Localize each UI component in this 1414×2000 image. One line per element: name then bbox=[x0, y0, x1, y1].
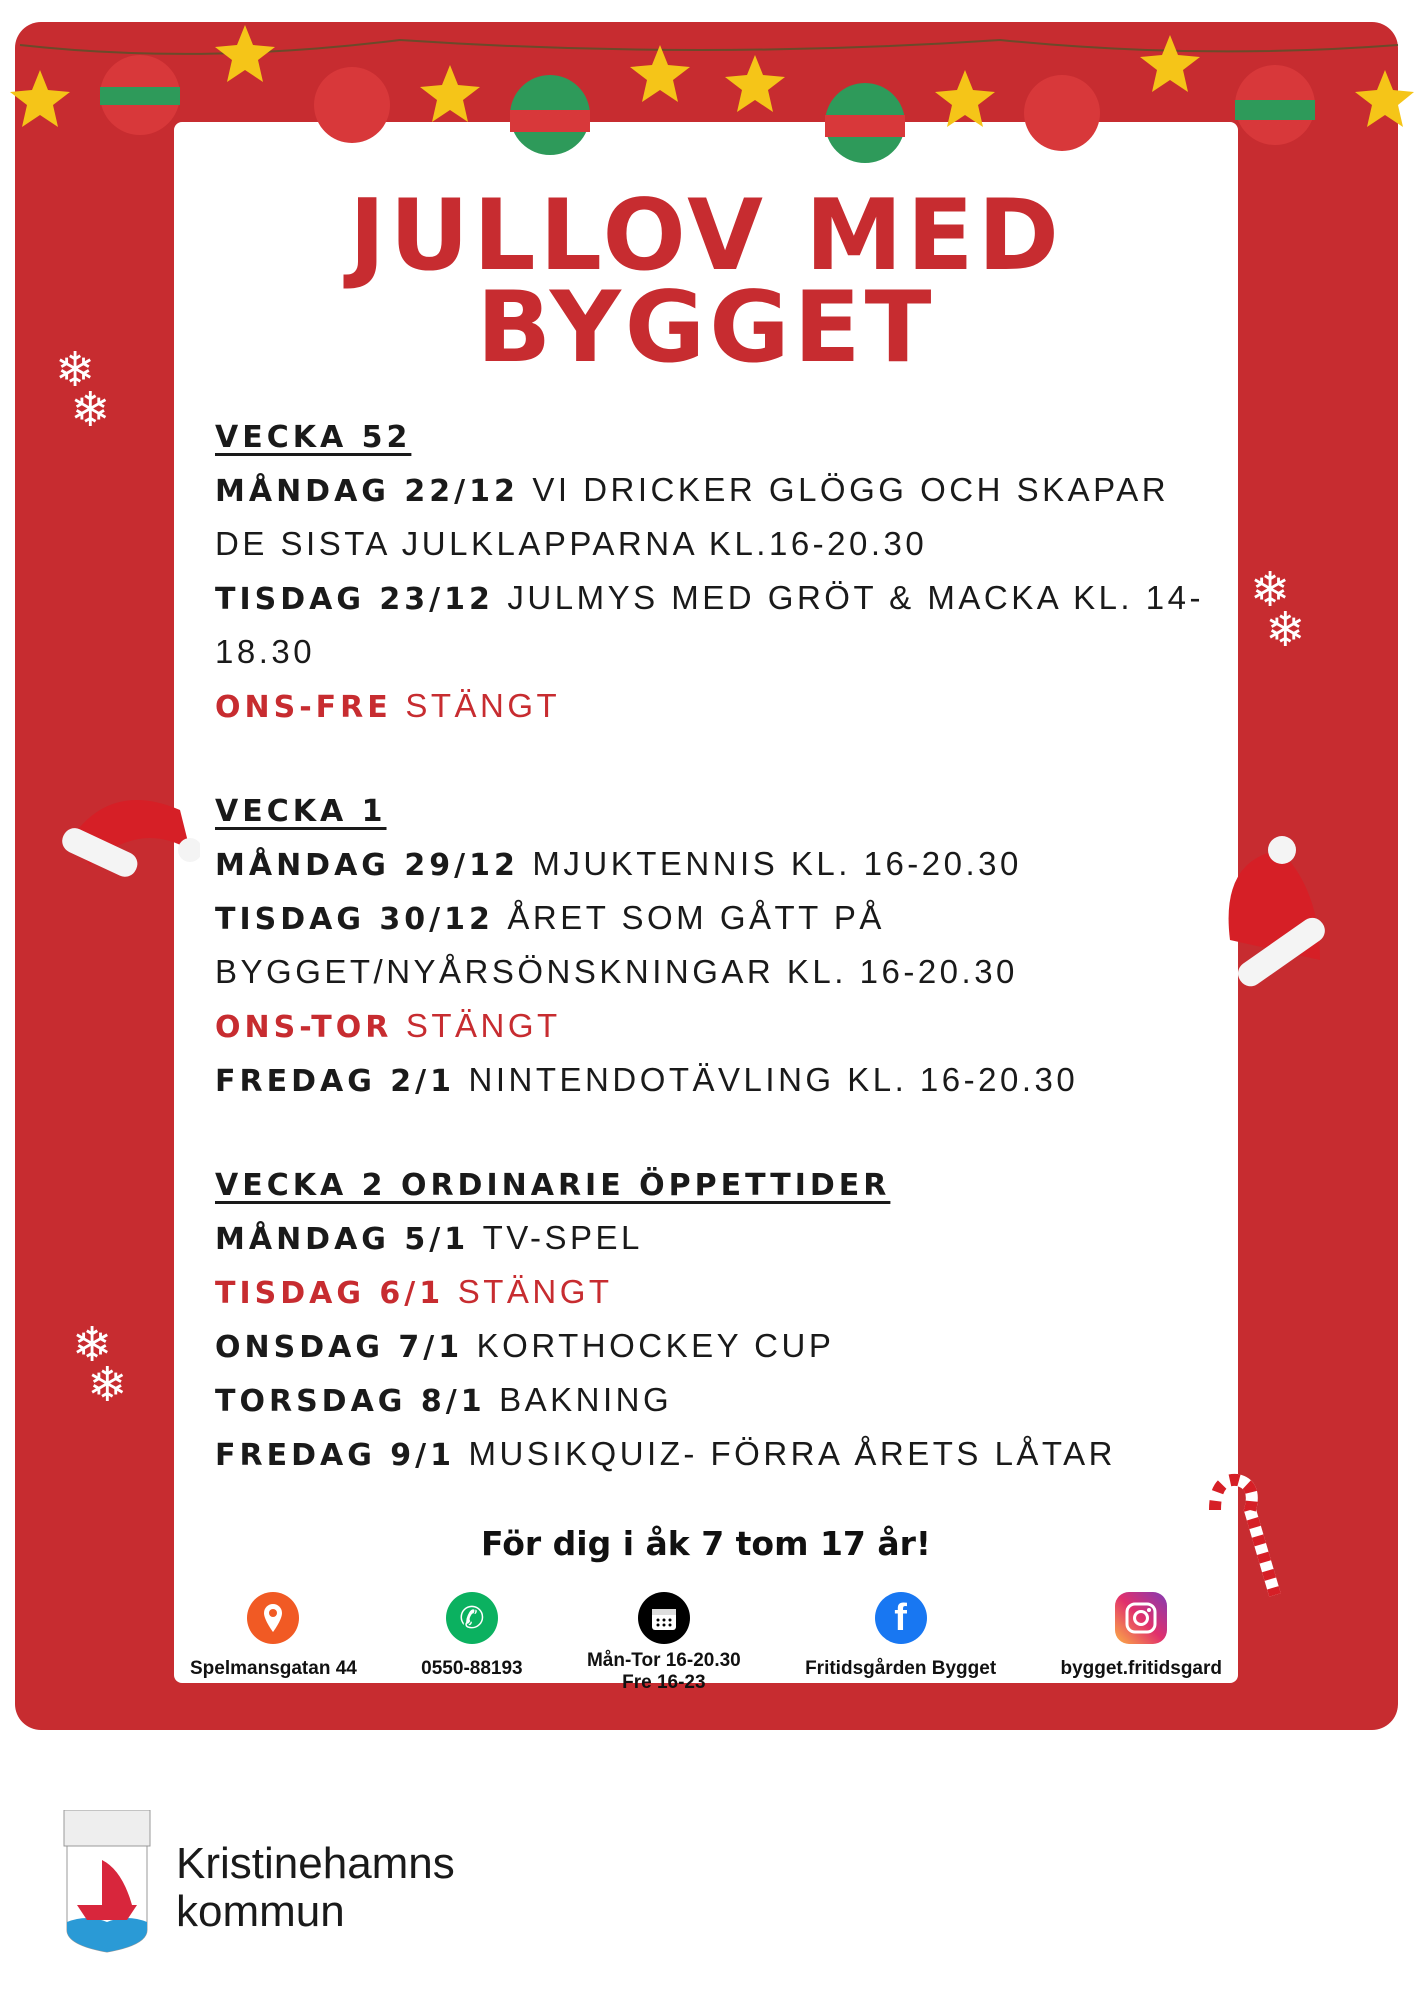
entry-text: STÄNGT bbox=[457, 1273, 613, 1310]
schedule-entry bbox=[215, 1320, 1230, 1374]
contact-instagram[interactable] bbox=[1060, 1592, 1222, 1694]
contact-label: bygget.fritidsgard bbox=[1060, 1658, 1222, 1679]
coat-of-arms-logo bbox=[62, 1810, 152, 1960]
contact-phone[interactable] bbox=[421, 1592, 522, 1694]
tagline: För dig i åk 7 tom 17 år! bbox=[481, 1524, 931, 1563]
entry-text: ÅRET SOM GÅTT PÅ BYGGET/NYÅRSÖNSKNINGAR KL. 16-20.30 bbox=[215, 899, 1018, 990]
entry-day: TISDAG 6/1 bbox=[215, 1276, 445, 1311]
schedule-entry bbox=[215, 892, 1230, 1000]
entry-text: STÄNGT bbox=[405, 687, 561, 724]
schedule-entry bbox=[215, 1374, 1230, 1428]
garland-decoration bbox=[0, 15, 1414, 175]
week-heading: VECKA 52 bbox=[215, 420, 412, 455]
entry-text: JULMYS MED GRÖT & MACKA KL. 14-18.30 bbox=[215, 579, 1204, 670]
entry-text: STÄNGT bbox=[405, 1007, 561, 1044]
entry-day: TORSDAG 8/1 bbox=[215, 1384, 486, 1419]
entry-text: MUSIKQUIZ- FÖRRA ÅRETS LÅTAR bbox=[468, 1435, 1116, 1472]
entry-day: MÅNDAG 22/12 bbox=[215, 474, 519, 509]
title-line: JULLOV MED bbox=[349, 179, 1063, 293]
schedule-entry bbox=[215, 1428, 1230, 1482]
contact-hours bbox=[587, 1592, 741, 1694]
entry-day: TISDAG 23/12 bbox=[215, 582, 494, 617]
entry-day: ONS-TOR bbox=[215, 1010, 393, 1045]
schedule-entry-closed bbox=[215, 1000, 1230, 1054]
entry-day: TISDAG 30/12 bbox=[215, 902, 494, 937]
location-pin-icon bbox=[247, 1592, 299, 1644]
entry-text: NINTENDOTÄVLING KL. 16-20.30 bbox=[468, 1061, 1079, 1098]
schedule-entry bbox=[215, 838, 1230, 892]
schedule-entry-closed bbox=[215, 1266, 1230, 1320]
title-line: BYGGET bbox=[476, 271, 936, 385]
schedule bbox=[215, 412, 1230, 1482]
page-title bbox=[174, 179, 1238, 385]
entry-day: FREDAG 9/1 bbox=[215, 1438, 455, 1473]
entry-text: MJUKTENNIS KL. 16-20.30 bbox=[532, 845, 1022, 882]
hours-line: Fre 16-23 bbox=[622, 1672, 706, 1693]
contact-bar bbox=[190, 1592, 1222, 1694]
hours-line: Mån-Tor 16-20.30 bbox=[586, 1650, 741, 1671]
facebook-icon: f bbox=[875, 1592, 927, 1644]
entry-text: TV-SPEL bbox=[482, 1219, 643, 1256]
phone-icon: ✆ bbox=[446, 1592, 498, 1644]
entry-day: MÅNDAG 5/1 bbox=[215, 1222, 470, 1257]
entry-day: FREDAG 2/1 bbox=[215, 1064, 455, 1099]
entry-text: BAKNING bbox=[499, 1381, 673, 1418]
contact-label: 0550-88193 bbox=[421, 1658, 523, 1679]
contact-label: Fritidsgården Bygget bbox=[805, 1658, 997, 1679]
week-heading: VECKA 2 ORDINARIE ÖPPETTIDER bbox=[215, 1168, 891, 1203]
ornament-icon bbox=[100, 55, 1315, 163]
calendar-icon bbox=[638, 1592, 690, 1644]
schedule-entry bbox=[215, 1054, 1230, 1108]
contact-label bbox=[587, 1650, 741, 1694]
entry-text: KORTHOCKEY CUP bbox=[476, 1327, 835, 1364]
main-content bbox=[174, 412, 1238, 1694]
schedule-entry-closed bbox=[215, 680, 1230, 734]
star-icon bbox=[10, 25, 1414, 127]
contact-address bbox=[190, 1592, 357, 1694]
entry-day: ONSDAG 7/1 bbox=[215, 1330, 464, 1365]
logo-line: kommun bbox=[176, 1887, 345, 1936]
logo-line: Kristinehamns bbox=[176, 1839, 455, 1888]
entry-day: ONS-FRE bbox=[215, 690, 392, 725]
schedule-entry bbox=[215, 1212, 1230, 1266]
municipality-logo-text bbox=[176, 1840, 455, 1936]
entry-day: MÅNDAG 29/12 bbox=[215, 848, 519, 883]
schedule-entry bbox=[215, 572, 1230, 680]
contact-label: Spelmansgatan 44 bbox=[190, 1658, 357, 1679]
snowflake-icon: ❄ ❄ bbox=[55, 342, 111, 438]
contact-facebook[interactable] bbox=[805, 1592, 996, 1694]
week-heading: VECKA 1 bbox=[215, 794, 387, 829]
instagram-icon bbox=[1115, 1592, 1167, 1644]
snowflake-icon: ❄ ❄ bbox=[72, 1317, 128, 1413]
schedule-entry bbox=[215, 464, 1230, 572]
entry-text: VI DRICKER GLÖGG OCH SKAPAR DE SISTA JULKLAPPARNA KL.16-20.30 bbox=[215, 471, 1170, 562]
snowflake-icon: ❄ ❄ bbox=[1250, 562, 1306, 658]
